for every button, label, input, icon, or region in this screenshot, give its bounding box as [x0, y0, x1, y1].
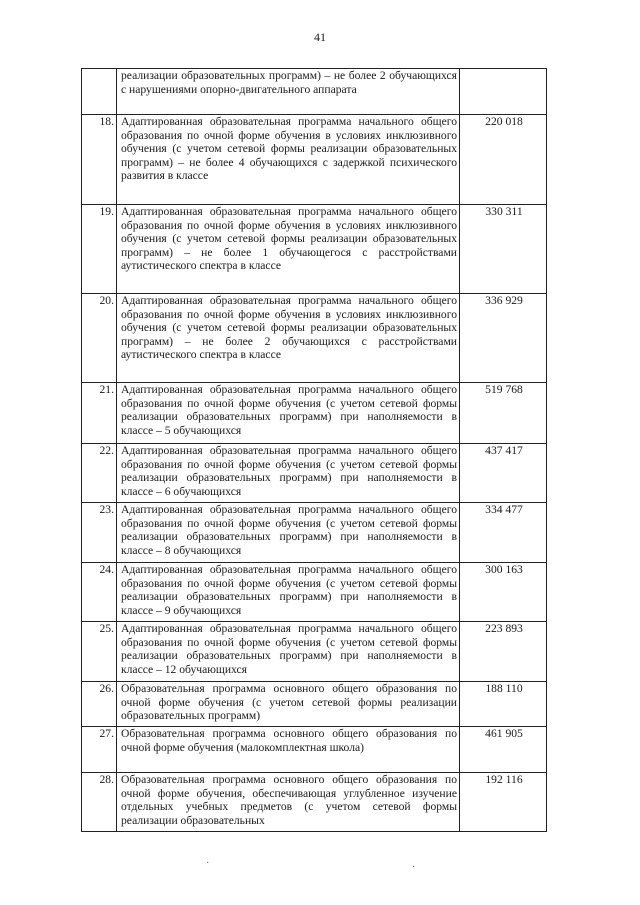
row-value: 334 477	[460, 503, 547, 563]
row-description: Образовательная программа основного общего образования по очной форме обучения (с учетом сетевой формы реализации образовательных программ)	[117, 682, 460, 727]
table-row	[82, 727, 547, 773]
row-description: Адаптированная образовательная программа начального общего образования по очной форме обучения в условиях инклюзивного обучения (с учетом сетевой формы реализации образовательных программ) – не более 2 обучающихся с расстройствами аутистического спектра в классе	[117, 294, 460, 383]
row-number: 26.	[82, 682, 117, 727]
table-row	[82, 444, 547, 503]
table-row	[82, 383, 547, 444]
row-number: 19.	[82, 205, 117, 294]
table-row	[82, 503, 547, 563]
row-value: 192 116	[460, 773, 547, 832]
row-value: 220 018	[460, 115, 547, 205]
tariff-table	[81, 68, 547, 832]
row-value	[460, 69, 547, 115]
scan-mark: ·	[206, 858, 210, 869]
row-value: 461 905	[460, 727, 547, 773]
row-number	[82, 69, 117, 115]
row-description: Адаптированная образовательная программа начального общего образования по очной форме обучения (с учетом сетевой формы реализации образовательных программ) при наполняемости в классе – 6 обучающихся	[117, 444, 460, 503]
table-row	[82, 205, 547, 294]
table-row	[82, 682, 547, 727]
row-number: 28.	[82, 773, 117, 832]
row-description: Образовательная программа основного общего образования по очной форме обучения (малокомплектная школа)	[117, 727, 460, 773]
table-row	[82, 622, 547, 682]
row-value: 188 110	[460, 682, 547, 727]
row-description: Адаптированная образовательная программа начального общего образования по очной форме обучения (с учетом сетевой формы реализации образовательных программ) при наполняемости в классе – 9 обучающихся	[117, 563, 460, 622]
row-value: 519 768	[460, 383, 547, 444]
row-number: 20.	[82, 294, 117, 383]
row-value: 330 311	[460, 205, 547, 294]
row-description: Адаптированная образовательная программа начального общего образования по очной форме обучения (с учетом сетевой формы реализации образовательных программ) при наполняемости в классе – 12 обучающихся	[117, 622, 460, 682]
row-number: 22.	[82, 444, 117, 503]
row-description: Адаптированная образовательная программа начального общего образования по очной форме обучения (с учетом сетевой формы реализации образовательных программ) при наполняемости в классе – 5 обучающихся	[117, 383, 460, 444]
table-row	[82, 563, 547, 622]
row-number: 25.	[82, 622, 117, 682]
row-description: Образовательная программа основного общего образования по очной форме обучения, обеспечивающая углубленное изучение отдельных учебных предметов (с учетом сетевой формы реализации образовательных	[117, 773, 460, 832]
row-value: 437 417	[460, 444, 547, 503]
row-number: 21.	[82, 383, 117, 444]
table-row	[82, 115, 547, 205]
table-row	[82, 773, 547, 832]
row-description: Адаптированная образовательная программа начального общего образования по очной форме обучения (с учетом сетевой формы реализации образовательных программ) при наполняемости в классе – 8 обучающихся	[117, 503, 460, 563]
row-value: 223 893	[460, 622, 547, 682]
row-description: Адаптированная образовательная программа начального общего образования по очной форме обучения в условиях инклюзивного обучения (с учетом сетевой формы реализации образовательных программ) – не более 1 обучающегося с расстройствами аутистического спектра в классе	[117, 205, 460, 294]
row-description: реализации образовательных программ) – не более 2 обучающихся с нарушениями опорно-двигательного аппарата	[117, 69, 460, 115]
row-number: 23.	[82, 503, 117, 563]
page-number: 41	[314, 30, 326, 44]
row-number: 24.	[82, 563, 117, 622]
row-number: 27.	[82, 727, 117, 773]
scan-mark: ·	[412, 862, 416, 873]
row-value: 300 163	[460, 563, 547, 622]
table-row	[82, 69, 547, 115]
table-row	[82, 294, 547, 383]
row-description: Адаптированная образовательная программа начального общего образования по очной форме обучения в условиях инклюзивного обучения (с учетом сетевой формы реализации образовательных программ) – не более 4 обучающихся с задержкой психического развития в классе	[117, 115, 460, 205]
row-value: 336 929	[460, 294, 547, 383]
row-number: 18.	[82, 115, 117, 205]
table-body	[82, 69, 547, 832]
